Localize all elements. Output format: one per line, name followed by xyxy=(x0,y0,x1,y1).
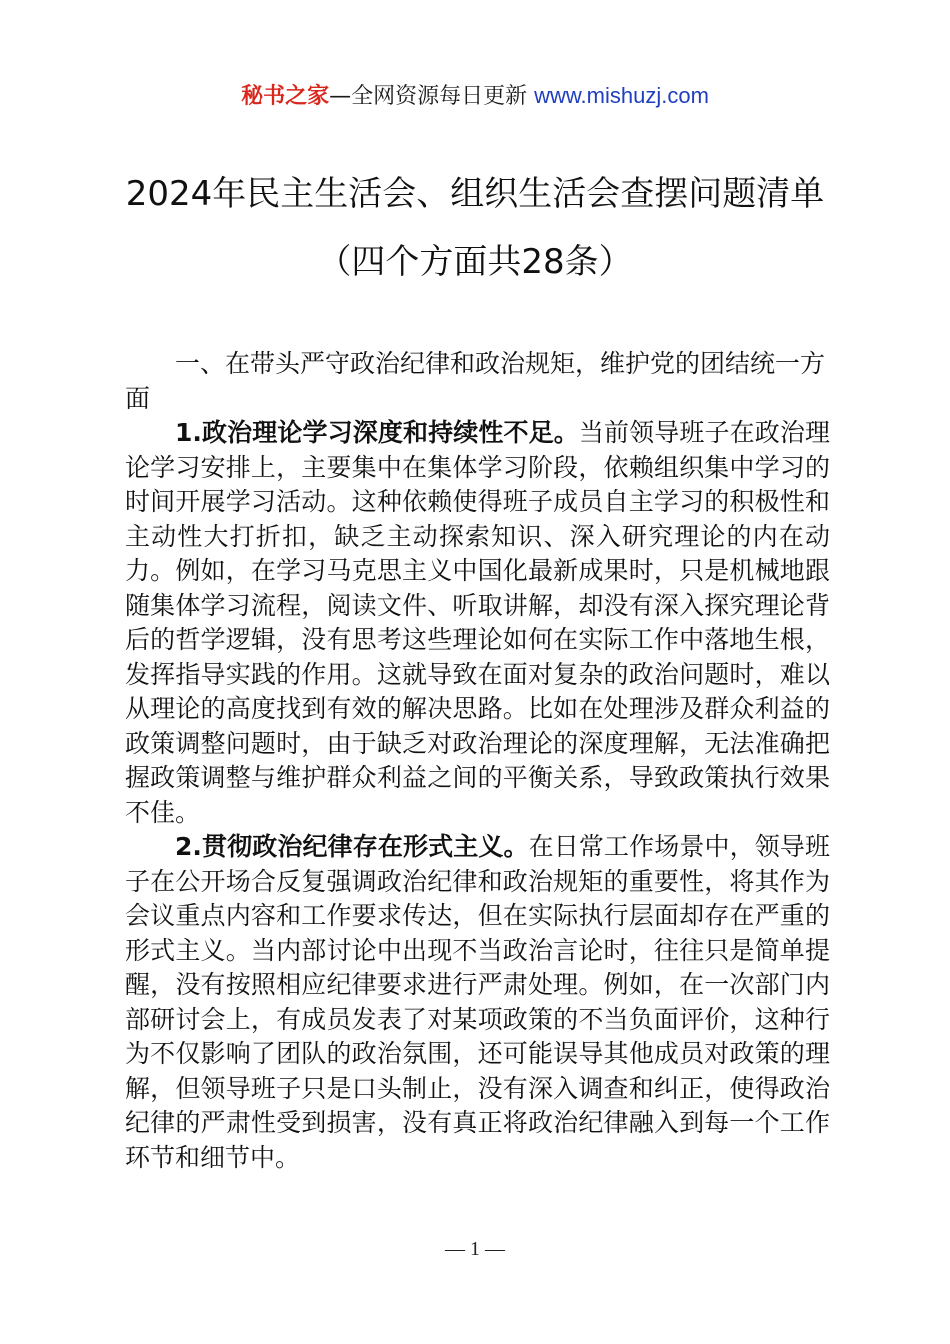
brand-name: 秘书之家 xyxy=(241,84,330,109)
item-1-lead: 1.政治理论学习深度和持续性不足。 xyxy=(175,418,579,447)
header-tagline: —全网资源每日更新 xyxy=(329,84,528,109)
page-number: — 1 — xyxy=(445,1238,505,1260)
paragraph-item-1 xyxy=(125,416,830,830)
document-body xyxy=(125,347,830,1175)
paragraph-item-2 xyxy=(125,830,830,1175)
item-2-lead: 2.贯彻政治纪律存在形式主义。 xyxy=(175,832,529,861)
site-url: www.mishuzj.com xyxy=(534,83,709,108)
document-title: 2024年民主生活会、组织生活会查摆问题清单（四个方面共28条） xyxy=(125,174,825,282)
item-1-text: 当前领导班子在政治理论学习安排上，主要集中在集体学习阶段，依赖组织集中学习的时间开展学习活动。这种依赖使得班子成员自主学习的积极性和主动性大打折扣，缺乏主动探索知识、深入研究理论的内在动力。例如，在学习马克思主义中国化最新成果时，只是机械地跟随集体学习流程，阅读文件、听取讲解，却没有深入探究理论背后的哲学逻辑，没有思考这些理论如何在实际工作中落地生根，发挥指导实践的作用。这就导致在面对复杂的政治问题时，难以从理论的高度找到有效的解决思路。比如在处理涉及群众利益的政策调整问题时，由于缺乏对政治理论的深度理解，无法准确把握政策调整与维护群众利益之间的平衡关系，导致政策执行效果不佳。 xyxy=(125,418,830,827)
item-2-text: 在日常工作场景中，领导班子在公开场合反复强调政治纪律和政治规矩的重要性，将其作为会议重点内容和工作要求传达，但在实际执行层面却存在严重的形式主义。当内部讨论中出现不当政治言论时，往往只是简单提醒，没有按照相应纪律要求进行严肃处理。例如，在一次部门内部研讨会上，有成员发表了对某项政策的不当负面评价，这种行为不仅影响了团队的政治氛围，还可能误导其他成员对政策的理解，但领导班子只是口头制止，没有深入调查和纠正，使得政治纪律的严肃性受到损害，没有真正将政治纪律融入到每一个工作环节和细节中。 xyxy=(125,832,830,1172)
site-header xyxy=(0,80,950,113)
section-heading: 一、在带头严守政治纪律和政治规矩，维护党的团结统一方面 xyxy=(125,349,826,413)
